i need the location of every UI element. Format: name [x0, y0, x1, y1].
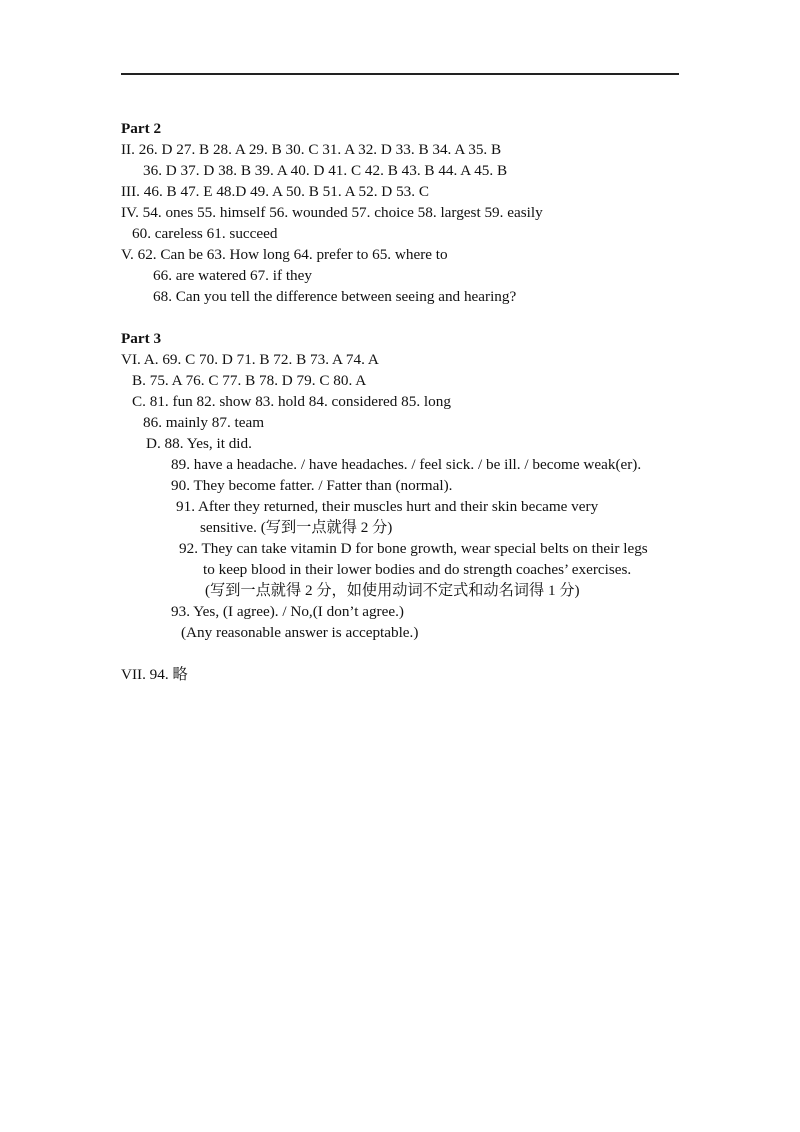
answer-line: B. 75. A 76. C 77. B 78. D 79. C 80. A	[132, 372, 367, 389]
answer-line: II. 26. D 27. B 28. A 29. B 30. C 31. A 32. D 33. B 34. A 35. B	[121, 141, 502, 158]
answer-line: 91. After they returned, their muscles hurt and their skin became very	[176, 498, 599, 515]
answer-line: V. 62. Can be 63. How long 64. prefer to 65. where to	[121, 246, 448, 263]
part2-heading: Part 2	[121, 120, 162, 137]
answer-line: VI. A. 69. C 70. D 71. B 72. B 73. A 74. A	[121, 351, 379, 368]
answer-line: 86. mainly 87. team	[143, 414, 265, 431]
answer-line: 36. D 37. D 38. B 39. A 40. D 41. C 42. B 43. B 44. A 45. B	[143, 162, 508, 179]
answer-line: to keep blood in their lower bodies and do strength coaches’ exercises.	[203, 561, 632, 578]
answer-line: D. 88. Yes, it did.	[146, 435, 252, 452]
answer-line: 92. They can take vitamin D for bone growth, wear special belts on their legs	[179, 540, 648, 557]
answer-line: 90. They become fatter. / Fatter than (normal).	[171, 477, 453, 494]
answer-line: 93. Yes, (I agree). / No,(I don’t agree.)	[171, 603, 404, 620]
answer-line: 60. careless 61. succeed	[132, 225, 278, 242]
part3-heading: Part 3	[121, 330, 162, 347]
answer-line: 68. Can you tell the difference between seeing and hearing?	[153, 288, 517, 305]
answer-line: 66. are watered 67. if they	[153, 267, 312, 284]
top-rule	[121, 73, 679, 75]
answer-line: (写到一点就得 2 分，如使用动词不定式和动名词得 1 分)	[205, 582, 580, 599]
answer-line: VII. 94. 略	[121, 666, 188, 683]
answer-line: sensitive. (写到一点就得 2 分)	[200, 519, 393, 536]
answer-line: IV. 54. ones 55. himself 56. wounded 57. choice 58. largest 59. easily	[121, 204, 543, 221]
answer-line: C. 81. fun 82. show 83. hold 84. considered 85. long	[132, 393, 451, 410]
answer-line: III. 46. B 47. E 48.D 49. A 50. B 51. A 52. D 53. C	[121, 183, 429, 200]
answer-line: 89. have a headache. / have headaches. / feel sick. / be ill. / become weak(er).	[171, 456, 642, 473]
answer-line: (Any reasonable answer is acceptable.)	[181, 624, 419, 641]
